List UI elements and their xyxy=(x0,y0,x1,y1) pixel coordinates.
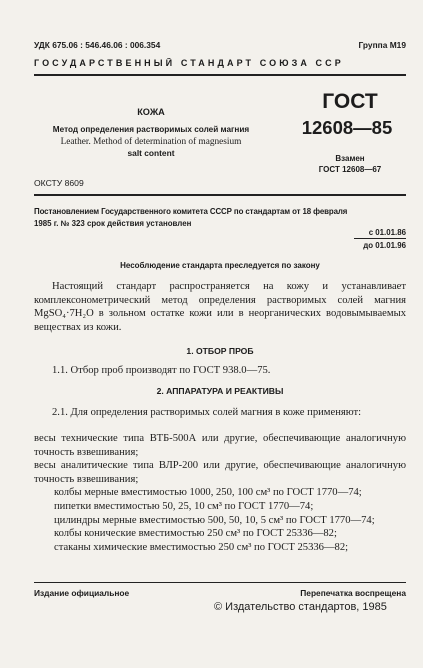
method-title-en-1: Leather. Method of determination of magnesium xyxy=(60,137,242,147)
method-title-en-2: salt content xyxy=(127,148,175,158)
group-code: Группа М19 xyxy=(358,40,406,50)
list-item: весы аналитические типа ВЛР-200 или другие, обеспечивающие аналогичную точность взвешивания; xyxy=(34,460,406,485)
gost-label: ГОСТ xyxy=(322,90,378,113)
header-rule xyxy=(34,74,406,76)
udk-code: УДК 675.06 : 546.46.06 : 006.354 xyxy=(34,40,161,50)
section-2-heading: 2. АППАРАТУРА И РЕАКТИВЫ xyxy=(156,386,284,396)
gost-number: 12608—85 xyxy=(301,117,393,138)
equipment-list xyxy=(34,432,406,554)
edition-note: Издание официальное xyxy=(34,588,130,598)
validity-from: с 01.01.86 xyxy=(368,228,406,237)
validity-divider xyxy=(354,238,406,239)
list-item: пипетки вместимостью 50, 25, 10 см³ по ГОСТ 1770—74; xyxy=(54,500,314,512)
list-item: цилиндры мерные вместимостью 500, 50, 10, 5 см³ по ГОСТ 1770—74; xyxy=(54,514,375,526)
law-warning: Несоблюдение стандарта преследуется по закону xyxy=(120,261,320,270)
document-name: КОЖА xyxy=(137,107,165,117)
reprint-note: Перепечатка воспрещена xyxy=(300,588,406,598)
list-item: стаканы химические вместимостью 250 см³ по ГОСТ 25336—82; xyxy=(54,541,349,553)
list-item: колбы конические вместимостью 250 см³ по ГОСТ 25336—82; xyxy=(54,528,337,540)
title-rule xyxy=(34,194,406,196)
validity-to: до 01.01.96 xyxy=(363,241,406,250)
section-1-text: 1.1. Отбор проб производят по ГОСТ 938.0—75. xyxy=(52,365,271,376)
list-item: весы технические типа ВТБ-500А или другие, обеспечивающие аналогичную точность взвешивания; xyxy=(34,433,406,458)
intro-paragraph: Настоящий стандарт распространяется на кожу и устанавливает комплексонометрический метод определения растворимых солей магния MgSO₄·7H₂O в зольном остатке кожи или в неорганических водовымываемых веществах из кожи. xyxy=(34,281,406,333)
section-1-heading: 1. ОТБОР ПРОБ xyxy=(186,346,254,356)
section-2-lead: 2.1. Для определения растворимых солей магния в коже применяют: xyxy=(52,407,362,418)
replaces-value: ГОСТ 12608—67 xyxy=(318,165,382,174)
copyright: © Издательство стандартов, 1985 xyxy=(214,601,387,613)
replaces-label: Взамен xyxy=(335,154,365,163)
okstu-code: ОКСТУ 8609 xyxy=(34,178,84,188)
decree-line-2: 1985 г. № 323 срок действия установлен xyxy=(34,219,192,228)
standard-banner: ГОСУДАРСТВЕННЫЙ СТАНДАРТ СОЮЗА ССР xyxy=(34,58,344,68)
list-item: колбы мерные вместимостью 1000, 250, 100 см³ по ГОСТ 1770—74; xyxy=(54,487,362,499)
decree-line-1: Постановлением Государственного комитета СССР по стандартам от 18 февраля xyxy=(34,207,348,216)
footer-rule xyxy=(34,582,406,583)
method-title-ru: Метод определения растворимых солей магния xyxy=(52,125,250,134)
